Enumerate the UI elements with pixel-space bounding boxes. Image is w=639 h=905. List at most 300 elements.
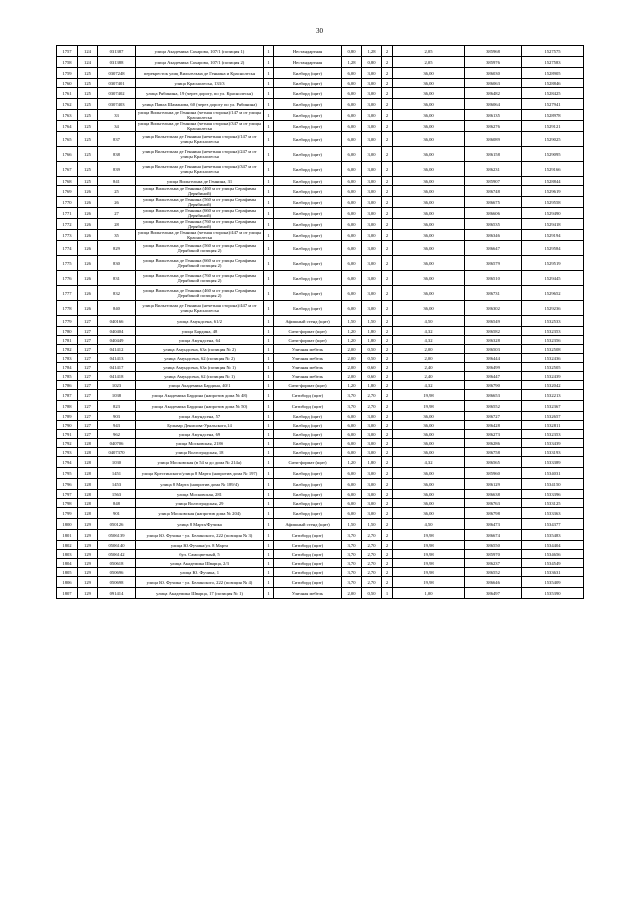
area-cell: 2,05: [393, 57, 465, 68]
table-row: [57, 508, 584, 519]
structure-id-cell: 832: [98, 286, 136, 301]
coord-y-cell: 1529095: [522, 147, 584, 162]
row-number-cell: 1757: [57, 46, 78, 57]
width-cell: 0,80: [342, 46, 362, 57]
faces-cell: 2: [382, 508, 393, 519]
width-cell: 6,00: [342, 79, 362, 88]
section-number-cell: 128: [78, 499, 98, 508]
table-row: [57, 197, 584, 208]
row-number-cell: 1803: [57, 550, 78, 559]
height-cell: 0,50: [362, 354, 382, 363]
area-cell: 1,00: [393, 588, 465, 599]
width-cell: 6,00: [342, 421, 362, 430]
coord-y-cell: 1529121: [522, 121, 584, 132]
structure-id-cell: 830: [98, 256, 136, 271]
table-row: [57, 363, 584, 372]
structure-id-cell: 841: [98, 177, 136, 186]
width-cell: 3,70: [342, 401, 362, 412]
address-cell: улица Амундсена, 62 (позиция № 1): [136, 372, 264, 381]
structure-id-cell: 0307401: [98, 79, 136, 88]
coord-y-cell: 1529652: [522, 286, 584, 301]
coord-x-cell: 386552: [465, 568, 522, 577]
coord-y-cell: 1532508: [522, 345, 584, 354]
sides-count-cell: 1: [264, 372, 274, 381]
coord-x-cell: 386582: [465, 327, 522, 336]
row-number-cell: 1806: [57, 577, 78, 588]
section-number-cell: 126: [78, 219, 98, 230]
area-cell: 2,05: [393, 46, 465, 57]
faces-cell: 2: [382, 448, 393, 457]
row-number-cell: 1794: [57, 457, 78, 468]
structure-type-cell: Билборд (щит): [274, 219, 342, 230]
address-cell: улица Московская, 218б: [136, 439, 264, 448]
structure-type-cell: Билборд (щит): [274, 99, 342, 110]
row-number-cell: 1765: [57, 132, 78, 147]
coord-x-cell: 386727: [465, 412, 522, 421]
coord-y-cell: 1528844: [522, 177, 584, 186]
faces-cell: 2: [382, 88, 393, 99]
sides-count-cell: 1: [264, 354, 274, 363]
coord-y-cell: 1534656: [522, 550, 584, 559]
table-row: [57, 457, 584, 468]
table-row: [57, 345, 584, 354]
row-number-cell: 1800: [57, 519, 78, 530]
table-row: [57, 110, 584, 121]
table-row: [57, 336, 584, 345]
address-cell: улица Вильгельма де Геннина (560 м от улицы Серафимы Дерябиной): [136, 197, 264, 208]
structure-type-cell: Нестандартная: [274, 46, 342, 57]
structure-id-cell: 34: [98, 121, 136, 132]
structure-type-cell: Ситиборд (щит): [274, 550, 342, 559]
width-cell: 3,70: [342, 559, 362, 568]
structure-id-cell: 1030: [98, 457, 136, 468]
sides-count-cell: 1: [264, 336, 274, 345]
address-cell: улица Вильгельма де Геннина (нечетная сторона)/447 м от улицы Краснолесья: [136, 301, 264, 316]
height-cell: 3,00: [362, 241, 382, 256]
width-cell: 3,70: [342, 577, 362, 588]
structure-type-cell: Ситиборд (щит): [274, 577, 342, 588]
structure-id-cell: 1023: [98, 381, 136, 390]
row-number-cell: 1798: [57, 499, 78, 508]
coord-y-cell: 1532042: [522, 381, 584, 390]
coord-x-cell: 386535: [465, 219, 522, 230]
coord-x-cell: 386550: [465, 541, 522, 550]
width-cell: 6,00: [342, 256, 362, 271]
section-number-cell: 129: [78, 541, 98, 550]
structure-id-cell: 25: [98, 186, 136, 197]
address-cell: улица Амундсена, 63а (позиция № 1): [136, 363, 264, 372]
address-cell: улица Амундсена, 62 (позиция № 2): [136, 354, 264, 363]
height-cell: 3,00: [362, 230, 382, 241]
row-number-cell: 1781: [57, 336, 78, 345]
height-cell: 3,00: [362, 301, 382, 316]
coord-y-cell: 1529584: [522, 241, 584, 256]
table-row: [57, 121, 584, 132]
height-cell: 3,00: [362, 448, 382, 457]
width-cell: 6,00: [342, 479, 362, 490]
section-number-cell: 128: [78, 448, 98, 457]
sides-count-cell: 1: [264, 132, 274, 147]
table-row: [57, 381, 584, 390]
coord-x-cell: 386346: [465, 230, 522, 241]
sides-count-cell: 1: [264, 68, 274, 79]
coord-x-cell: 386499: [465, 363, 522, 372]
coord-x-cell: 386302: [465, 301, 522, 316]
structure-type-cell: Сити-формат (щит): [274, 327, 342, 336]
coord-y-cell: 1532436: [522, 354, 584, 363]
structure-id-cell: 26: [98, 197, 136, 208]
coord-y-cell: 1528425: [522, 88, 584, 99]
address-cell: улица Вильгельма де Геннина (четная сторона)/347 м от улицы Краснолесья: [136, 121, 264, 132]
section-number-cell: 126: [78, 208, 98, 219]
height-cell: 2,70: [362, 559, 382, 568]
address-cell: улица Ю.Фучика/ул. 8 Марта: [136, 541, 264, 550]
structure-type-cell: Билборд (щит): [274, 177, 342, 186]
section-number-cell: 128: [78, 468, 98, 479]
sides-count-cell: 1: [264, 439, 274, 448]
height-cell: 0,50: [362, 345, 382, 354]
faces-cell: 2: [382, 110, 393, 121]
structure-type-cell: Билборд (щит): [274, 147, 342, 162]
sides-count-cell: 1: [264, 577, 274, 588]
row-number-cell: 1771: [57, 208, 78, 219]
structure-type-cell: Афишный стенд (щит): [274, 316, 342, 327]
table-row: [57, 390, 584, 401]
section-number-cell: 127: [78, 401, 98, 412]
height-cell: 3,00: [362, 79, 382, 88]
row-number-cell: 1784: [57, 363, 78, 372]
height-cell: 3,00: [362, 186, 382, 197]
coord-y-cell: 1532811: [522, 421, 584, 430]
address-cell: улица Академика Бардина (напротив дома № 50): [136, 401, 264, 412]
coord-y-cell: 1532439: [522, 372, 584, 381]
structure-type-cell: Билборд (щит): [274, 490, 342, 499]
faces-cell: 2: [382, 421, 393, 430]
coord-y-cell: 1535409: [522, 577, 584, 588]
coord-y-cell: 1529418: [522, 219, 584, 230]
coord-y-cell: 1532353: [522, 327, 584, 336]
area-cell: 19,98: [393, 559, 465, 568]
sides-count-cell: 1: [264, 559, 274, 568]
sides-count-cell: 1: [264, 110, 274, 121]
section-number-cell: 126: [78, 230, 98, 241]
sides-count-cell: 1: [264, 177, 274, 186]
address-cell: улица Московская (напротив дома № 204): [136, 508, 264, 519]
width-cell: 6,00: [342, 208, 362, 219]
height-cell: 3,00: [362, 421, 382, 430]
structure-id-cell: 839: [98, 162, 136, 177]
structure-type-cell: Нестандартная: [274, 57, 342, 68]
structure-type-cell: Билборд (щит): [274, 208, 342, 219]
area-cell: 19,98: [393, 390, 465, 401]
height-cell: 2,70: [362, 568, 382, 577]
coord-x-cell: 385960: [465, 468, 522, 479]
height-cell: 0,80: [362, 57, 382, 68]
structure-id-cell: 962: [98, 430, 136, 439]
row-number-cell: 1807: [57, 588, 78, 599]
coord-x-cell: 386647: [465, 241, 522, 256]
area-cell: 2,00: [393, 345, 465, 354]
table-row: [57, 448, 584, 457]
width-cell: 1,50: [342, 519, 362, 530]
section-number-cell: 127: [78, 363, 98, 372]
structure-type-cell: Билборд (щит): [274, 197, 342, 208]
width-cell: 2,00: [342, 354, 362, 363]
table-row: [57, 271, 584, 286]
faces-cell: 2: [382, 316, 393, 327]
table-row: [57, 568, 584, 577]
row-number-cell: 1776: [57, 271, 78, 286]
structure-type-cell: Билборд (щит): [274, 110, 342, 121]
structure-id-cell: 041418: [98, 372, 136, 381]
section-number-cell: 127: [78, 421, 98, 430]
width-cell: 6,00: [342, 186, 362, 197]
sides-count-cell: 1: [264, 327, 274, 336]
height-cell: 3,00: [362, 132, 382, 147]
structure-type-cell: Ситиборд (щит): [274, 401, 342, 412]
table-body: [57, 46, 584, 599]
height-cell: 3,00: [362, 499, 382, 508]
height-cell: 3,00: [362, 68, 382, 79]
sides-count-cell: 1: [264, 197, 274, 208]
faces-cell: 2: [382, 468, 393, 479]
table-row: [57, 219, 584, 230]
table-row: [57, 46, 584, 57]
coord-y-cell: 1527583: [522, 57, 584, 68]
coord-x-cell: 386089: [465, 132, 522, 147]
faces-cell: 2: [382, 479, 393, 490]
section-number-cell: 129: [78, 550, 98, 559]
row-number-cell: 1801: [57, 530, 78, 541]
structure-id-cell: 943: [98, 421, 136, 430]
sides-count-cell: 1: [264, 271, 274, 286]
coord-x-cell: 386064: [465, 99, 522, 110]
address-cell: улица Вильгельма де Геннина (460 м от улицы Серафимы Дерябиной): [136, 186, 264, 197]
sides-count-cell: 1: [264, 345, 274, 354]
width-cell: 6,00: [342, 271, 362, 286]
structure-type-cell: Билборд (щит): [274, 508, 342, 519]
coord-x-cell: 386763: [465, 499, 522, 508]
coord-x-cell: 386565: [465, 457, 522, 468]
structure-type-cell: Билборд (щит): [274, 448, 342, 457]
section-number-cell: 127: [78, 372, 98, 381]
coord-x-cell: 386758: [465, 448, 522, 457]
faces-cell: 2: [382, 132, 393, 147]
coord-y-cell: 1534404: [522, 541, 584, 550]
address-cell: улица Вильгельма де Геннина (четная сторона)/447 м от улицы Краснолесья: [136, 230, 264, 241]
height-cell: 3,00: [362, 439, 382, 448]
sides-count-cell: 1: [264, 363, 274, 372]
coord-y-cell: 1533439: [522, 439, 584, 448]
sides-count-cell: 1: [264, 241, 274, 256]
section-number-cell: 129: [78, 577, 98, 588]
area-cell: 36,00: [393, 479, 465, 490]
structure-type-cell: Билборд (щит): [274, 230, 342, 241]
height-cell: 1,80: [362, 327, 382, 336]
section-number-cell: 125: [78, 162, 98, 177]
area-cell: 4,32: [393, 327, 465, 336]
coord-y-cell: 1532657: [522, 412, 584, 421]
coord-x-cell: 386063: [465, 79, 522, 88]
table-row: [57, 286, 584, 301]
section-number-cell: 129: [78, 519, 98, 530]
area-cell: 19,98: [393, 530, 465, 541]
address-cell: улица Ю. Фучика, 1: [136, 568, 264, 577]
area-cell: 36,00: [393, 286, 465, 301]
area-cell: 36,00: [393, 490, 465, 499]
structure-id-cell: 848: [98, 499, 136, 508]
coord-x-cell: 386798: [465, 508, 522, 519]
structure-id-cell: 050696: [98, 568, 136, 577]
structure-id-cell: 837: [98, 132, 136, 147]
faces-cell: 2: [382, 147, 393, 162]
area-cell: 4,50: [393, 316, 465, 327]
address-cell: улица 8 Марта (напротив дома № 189/4): [136, 479, 264, 490]
coord-x-cell: 386237: [465, 559, 522, 568]
coord-y-cell: 1529445: [522, 271, 584, 286]
coord-x-cell: 386273: [465, 430, 522, 439]
width-cell: 6,00: [342, 412, 362, 421]
area-cell: 19,98: [393, 568, 465, 577]
coord-y-cell: 1527941: [522, 99, 584, 110]
structure-id-cell: 0307402: [98, 88, 136, 99]
structure-type-cell: Билборд (щит): [274, 88, 342, 99]
address-cell: улица Вильгельма де Геннина, 31: [136, 177, 264, 186]
width-cell: 2,00: [342, 588, 362, 599]
height-cell: 3,00: [362, 430, 382, 439]
area-cell: 4,32: [393, 457, 465, 468]
structure-type-cell: Уличная мебель: [274, 372, 342, 381]
structure-type-cell: Билборд (щит): [274, 499, 342, 508]
row-number-cell: 1786: [57, 381, 78, 390]
structure-type-cell: Билборд (щит): [274, 68, 342, 79]
table-row: [57, 468, 584, 479]
coord-y-cell: 1535390: [522, 588, 584, 599]
structure-type-cell: Билборд (щит): [274, 241, 342, 256]
structure-type-cell: Ситиборд (щит): [274, 541, 342, 550]
area-cell: 19,98: [393, 541, 465, 550]
sides-count-cell: 1: [264, 46, 274, 57]
address-cell: улица Волгоградская, 18: [136, 448, 264, 457]
coord-x-cell: 386675: [465, 197, 522, 208]
width-cell: 3,70: [342, 541, 362, 550]
section-number-cell: 126: [78, 241, 98, 256]
area-cell: 36,00: [393, 271, 465, 286]
table-row: [57, 541, 584, 550]
sides-count-cell: 1: [264, 479, 274, 490]
coord-y-cell: 1532356: [522, 336, 584, 345]
structure-id-cell: 031388: [98, 57, 136, 68]
faces-cell: 2: [382, 519, 393, 530]
faces-cell: 2: [382, 577, 393, 588]
width-cell: 6,00: [342, 197, 362, 208]
width-cell: 6,00: [342, 490, 362, 499]
structure-id-cell: 35: [98, 230, 136, 241]
area-cell: 36,00: [393, 508, 465, 519]
coord-y-cell: 1532367: [522, 401, 584, 412]
row-number-cell: 1805: [57, 568, 78, 577]
coord-x-cell: 386482: [465, 88, 522, 99]
structure-type-cell: Билборд (щит): [274, 286, 342, 301]
structure-type-cell: Билборд (щит): [274, 301, 342, 316]
structure-type-cell: Билборд (щит): [274, 439, 342, 448]
coord-y-cell: 1529236: [522, 301, 584, 316]
table-row: [57, 147, 584, 162]
table-row: [57, 519, 584, 530]
area-cell: 36,00: [393, 219, 465, 230]
sides-count-cell: 1: [264, 541, 274, 550]
coord-y-cell: 1533193: [522, 448, 584, 457]
structure-type-cell: Билборд (щит): [274, 271, 342, 286]
coord-y-cell: 1532505: [522, 363, 584, 372]
width-cell: 3,70: [342, 390, 362, 401]
structure-id-cell: 040706: [98, 439, 136, 448]
address-cell: улица Крестинского/улица 8 Марта (напротив дома № 197): [136, 468, 264, 479]
table-row: [57, 230, 584, 241]
section-number-cell: 127: [78, 345, 98, 354]
structure-id-cell: 041413: [98, 354, 136, 363]
coord-x-cell: 386030: [465, 68, 522, 79]
width-cell: 6,00: [342, 468, 362, 479]
width-cell: 6,00: [342, 499, 362, 508]
coord-x-cell: 386231: [465, 162, 522, 177]
sides-count-cell: 1: [264, 381, 274, 390]
section-number-cell: 125: [78, 132, 98, 147]
coord-y-cell: 1529619: [522, 186, 584, 197]
faces-cell: 2: [382, 46, 393, 57]
section-number-cell: 128: [78, 508, 98, 519]
height-cell: 1,80: [362, 381, 382, 390]
structure-type-cell: Билборд (щит): [274, 421, 342, 430]
sides-count-cell: 1: [264, 421, 274, 430]
address-cell: улица Вильгельма де Геннина (нечетная сторона)/147 м от улицы Краснолесья: [136, 132, 264, 147]
sides-count-cell: 1: [264, 316, 274, 327]
width-cell: 1,20: [342, 327, 362, 336]
area-cell: 36,00: [393, 421, 465, 430]
faces-cell: 2: [382, 79, 393, 88]
faces-cell: 2: [382, 430, 393, 439]
area-cell: 36,00: [393, 177, 465, 186]
address-cell: улица Академика Шварца, 17 (позиция № 1): [136, 588, 264, 599]
sides-count-cell: 1: [264, 99, 274, 110]
structure-type-cell: Уличная мебель: [274, 345, 342, 354]
sides-count-cell: 1: [264, 401, 274, 412]
height-cell: 2,70: [362, 550, 382, 559]
section-number-cell: 127: [78, 390, 98, 401]
address-cell: улица Академика Шварца, 2/3: [136, 559, 264, 568]
row-number-cell: 1799: [57, 508, 78, 519]
structure-id-cell: 050126: [98, 519, 136, 530]
height-cell: 3,00: [362, 121, 382, 132]
coord-x-cell: 386748: [465, 186, 522, 197]
table-row: [57, 316, 584, 327]
row-number-cell: 1791: [57, 430, 78, 439]
faces-cell: 2: [382, 230, 393, 241]
structure-id-cell: 041417: [98, 363, 136, 372]
structure-type-cell: Уличная мебель: [274, 354, 342, 363]
structure-id-cell: 838: [98, 147, 136, 162]
table-row: [57, 577, 584, 588]
width-cell: 1,50: [342, 316, 362, 327]
structure-id-cell: 050618: [98, 559, 136, 568]
sides-count-cell: 1: [264, 490, 274, 499]
row-number-cell: 1788: [57, 401, 78, 412]
coord-y-cell: 1529166: [522, 162, 584, 177]
coord-y-cell: 1532353: [522, 430, 584, 439]
faces-cell: 2: [382, 57, 393, 68]
height-cell: 1,28: [362, 46, 382, 57]
area-cell: 36,00: [393, 147, 465, 162]
